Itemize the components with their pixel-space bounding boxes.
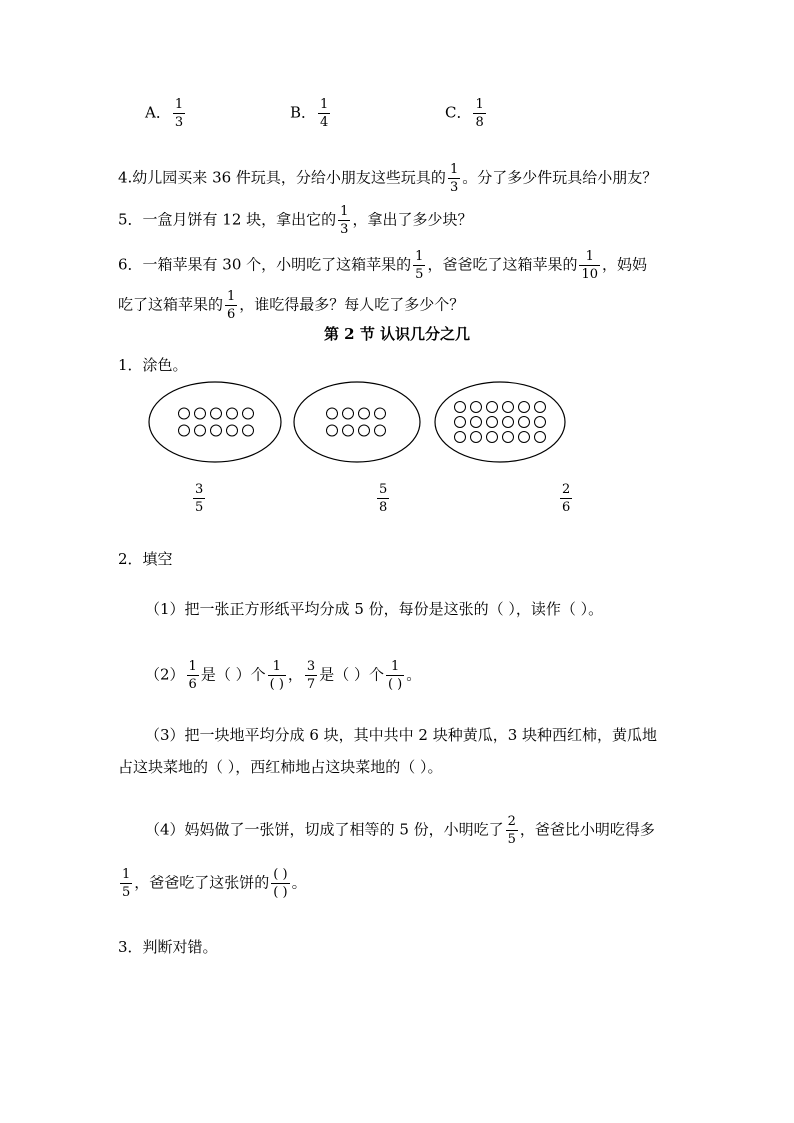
circle-dot — [471, 417, 482, 428]
circle-dot — [327, 425, 338, 436]
circle-dot — [519, 402, 530, 413]
circle-dot — [535, 417, 546, 428]
target-fraction-1: $\frac{3}{5}$ — [195, 482, 204, 515]
fill-3-line-2: 占这块菜地的（ ），西红柿地占这块菜地的（ ）。 — [118, 758, 443, 776]
fraction: $\frac{1}{5}$ — [415, 249, 424, 282]
circle-dot — [195, 408, 206, 419]
coloring-figures — [0, 380, 794, 470]
circle-dot — [211, 408, 222, 419]
circle-dot — [503, 402, 514, 413]
circle-dot — [487, 417, 498, 428]
circle-dot — [455, 417, 466, 428]
circle-dot — [535, 402, 546, 413]
circle-dot — [471, 432, 482, 443]
option-a: A． $\frac{1}{3}$ — [145, 97, 184, 130]
section-title: 第 2 节 认识几分之几 — [323, 325, 471, 343]
fill-1: （1）把一张正方形纸平均分成 5 份，每份是这张的（ ），读作（ ）。 — [145, 600, 604, 618]
circle-dot — [327, 408, 338, 419]
fill-3-line-1: （3）把一块地平均分成 6 块，其中共中 2 块种黄瓜，3 块种西红柿，黄瓜地 — [145, 726, 658, 744]
target-fraction-3: $\frac{2}{6}$ — [562, 482, 571, 515]
part-2-title: 2．填空 — [118, 550, 173, 568]
circle-dot — [375, 425, 386, 436]
circle-dot — [179, 408, 190, 419]
option-b: B． $\frac{1}{4}$ — [290, 97, 329, 130]
circle-dot — [179, 425, 190, 436]
circle-dot — [487, 432, 498, 443]
fill-4-line-1: （4）妈妈做了一张饼，切成了相等的 5 份，小明吃了 $\frac{2}{5}$ ，爸爸比小明吃得多 — [145, 814, 655, 847]
fraction: $\frac{1}{6}$ — [227, 289, 236, 322]
oval-1 — [149, 382, 281, 462]
fraction: $\frac{1}{3}$ — [449, 162, 459, 195]
question-5: 5．一盒月饼有 12 块，拿出它的 $\frac{1}{3}$ ，拿出了多少块？ — [118, 204, 473, 237]
target-fraction-2: $\frac{5}{8}$ — [379, 482, 388, 515]
circle-dot — [375, 408, 386, 419]
circle-dot — [343, 425, 354, 436]
fraction: $\frac{1}{8}$ — [475, 97, 484, 130]
circle-dot — [243, 425, 254, 436]
circle-dot — [211, 425, 222, 436]
circle-dot — [519, 432, 530, 443]
question-4: 4.幼儿园买来 36 件玩具，分给小朋友这些玩具的 $\frac{1}{3}$ 。分了多少件玩具给小朋友？ — [118, 162, 658, 195]
circle-dot — [519, 417, 530, 428]
circle-dot — [503, 432, 514, 443]
fraction: $\frac{1}{4}$ — [320, 97, 329, 130]
circle-dot — [471, 402, 482, 413]
question-6-line-1: 6．一箱苹果有 30 个，小明吃了这箱苹果的 $\frac{1}{5}$ ，爸爸吃了这箱苹果的 $\frac{1}{10}$ ，妈妈 — [118, 249, 648, 282]
part-1-title: 1．涂色。 — [118, 356, 188, 374]
oval-2 — [294, 382, 420, 462]
question-6-line-2: 吃了这箱苹果的 $\frac{1}{6}$ ，谁吃得最多？每人吃了多少个？ — [118, 289, 465, 322]
circle-dot — [227, 425, 238, 436]
circle-dot — [243, 408, 254, 419]
circle-dot — [359, 425, 370, 436]
circle-dot — [455, 402, 466, 413]
fraction: $\frac{1}{10}$ — [581, 249, 599, 282]
part-3-title: 3．判断对错。 — [118, 938, 218, 956]
circle-dot — [487, 402, 498, 413]
fill-4-line-2: $\frac{1}{5}$ ，爸爸吃了这张饼的 $\frac{( )}{( )}$ 。 — [122, 867, 307, 900]
fill-2: （2） $\frac{1}{6}$ 是（ ）个 $\frac{1}{( )}$ ， $\frac{3}{7}$ 是（ ）个 $\frac{1}{( )}$ 。 — [145, 659, 422, 692]
option-c: C． $\frac{1}{8}$ — [445, 97, 484, 130]
circle-dot — [503, 417, 514, 428]
circle-dot — [195, 425, 206, 436]
fraction: $\frac{1}{3}$ — [340, 204, 349, 237]
circle-dot — [343, 408, 354, 419]
circle-dot — [455, 432, 466, 443]
circle-dot — [359, 408, 370, 419]
fraction: $\frac{1}{3}$ — [174, 97, 184, 130]
circle-dot — [227, 408, 238, 419]
circle-dot — [535, 432, 546, 443]
